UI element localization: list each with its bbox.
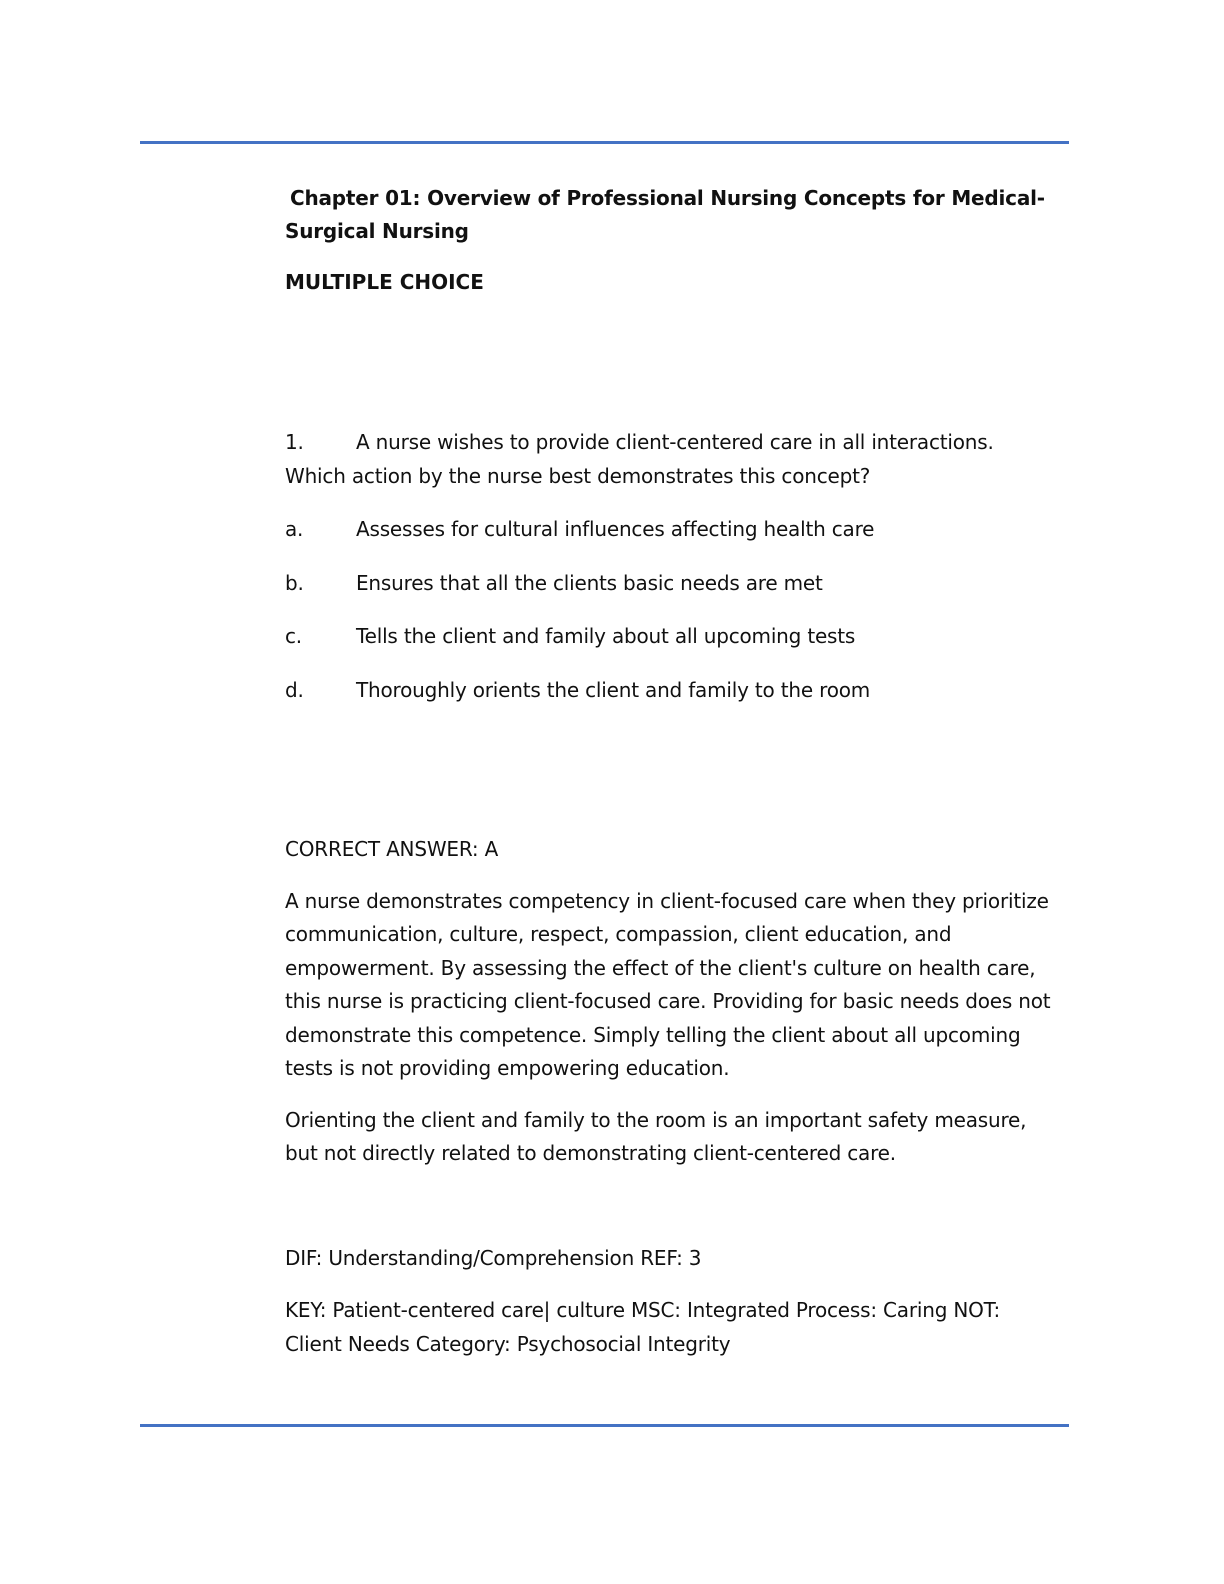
option-text: Ensures that all the clients basic needs are met bbox=[356, 570, 823, 595]
answer-option-b bbox=[285, 567, 1060, 601]
section-heading: MULTIPLE CHOICE bbox=[285, 270, 484, 294]
question-text: A nurse wishes to provide client-centered care in all interactions. Which action by the nurse best demonstrates this concept? bbox=[285, 430, 994, 488]
difficulty-reference: DIF: Understanding/Comprehension REF: 3 bbox=[285, 1245, 702, 1270]
answer-option-d bbox=[285, 674, 1060, 708]
option-letter: a. bbox=[285, 517, 304, 541]
rationale-paragraph-2: Orienting the client and family to the room is an important safety measure, but not directly related to demonstrating client-centered care. bbox=[285, 1107, 1027, 1165]
option-text: Tells the client and family about all upcoming tests bbox=[356, 624, 856, 648]
chapter-title: Chapter 01: Overview of Professional Nursing Concepts for Medical-Surgical Nursing bbox=[285, 186, 1045, 243]
rationale-paragraph-1: A nurse demonstrates competency in client-focused care when they prioritize communication, culture, respect, compassion, client education, and empowerment. By assessing the effect of the client's culture on health care, this nurse is practicing client-focused care. Providing for basic needs does not demonstrate this competence. Simply telling the client about all upcoming tests is not providing empowering education. bbox=[285, 888, 1051, 1080]
option-letter: b. bbox=[285, 570, 304, 595]
key-categories: KEY: Patient-centered care| culture MSC: Integrated Process: Caring NOT: Client Needs Category: Psychosocial Integrity bbox=[285, 1298, 1001, 1356]
answer-option-c bbox=[285, 620, 1060, 654]
question-stem bbox=[285, 426, 1060, 493]
option-letter: c. bbox=[285, 624, 302, 648]
option-text: Assesses for cultural influences affecting health care bbox=[356, 517, 875, 541]
option-letter: d. bbox=[285, 677, 304, 702]
option-text: Thoroughly orients the client and family to the room bbox=[356, 677, 871, 702]
footer-rule bbox=[140, 1424, 1069, 1427]
header-rule bbox=[140, 141, 1069, 144]
answer-option-a bbox=[285, 513, 1060, 547]
document-body bbox=[285, 182, 1060, 1361]
correct-answer: CORRECT ANSWER: A bbox=[285, 837, 499, 861]
question-number: 1. bbox=[285, 430, 304, 454]
